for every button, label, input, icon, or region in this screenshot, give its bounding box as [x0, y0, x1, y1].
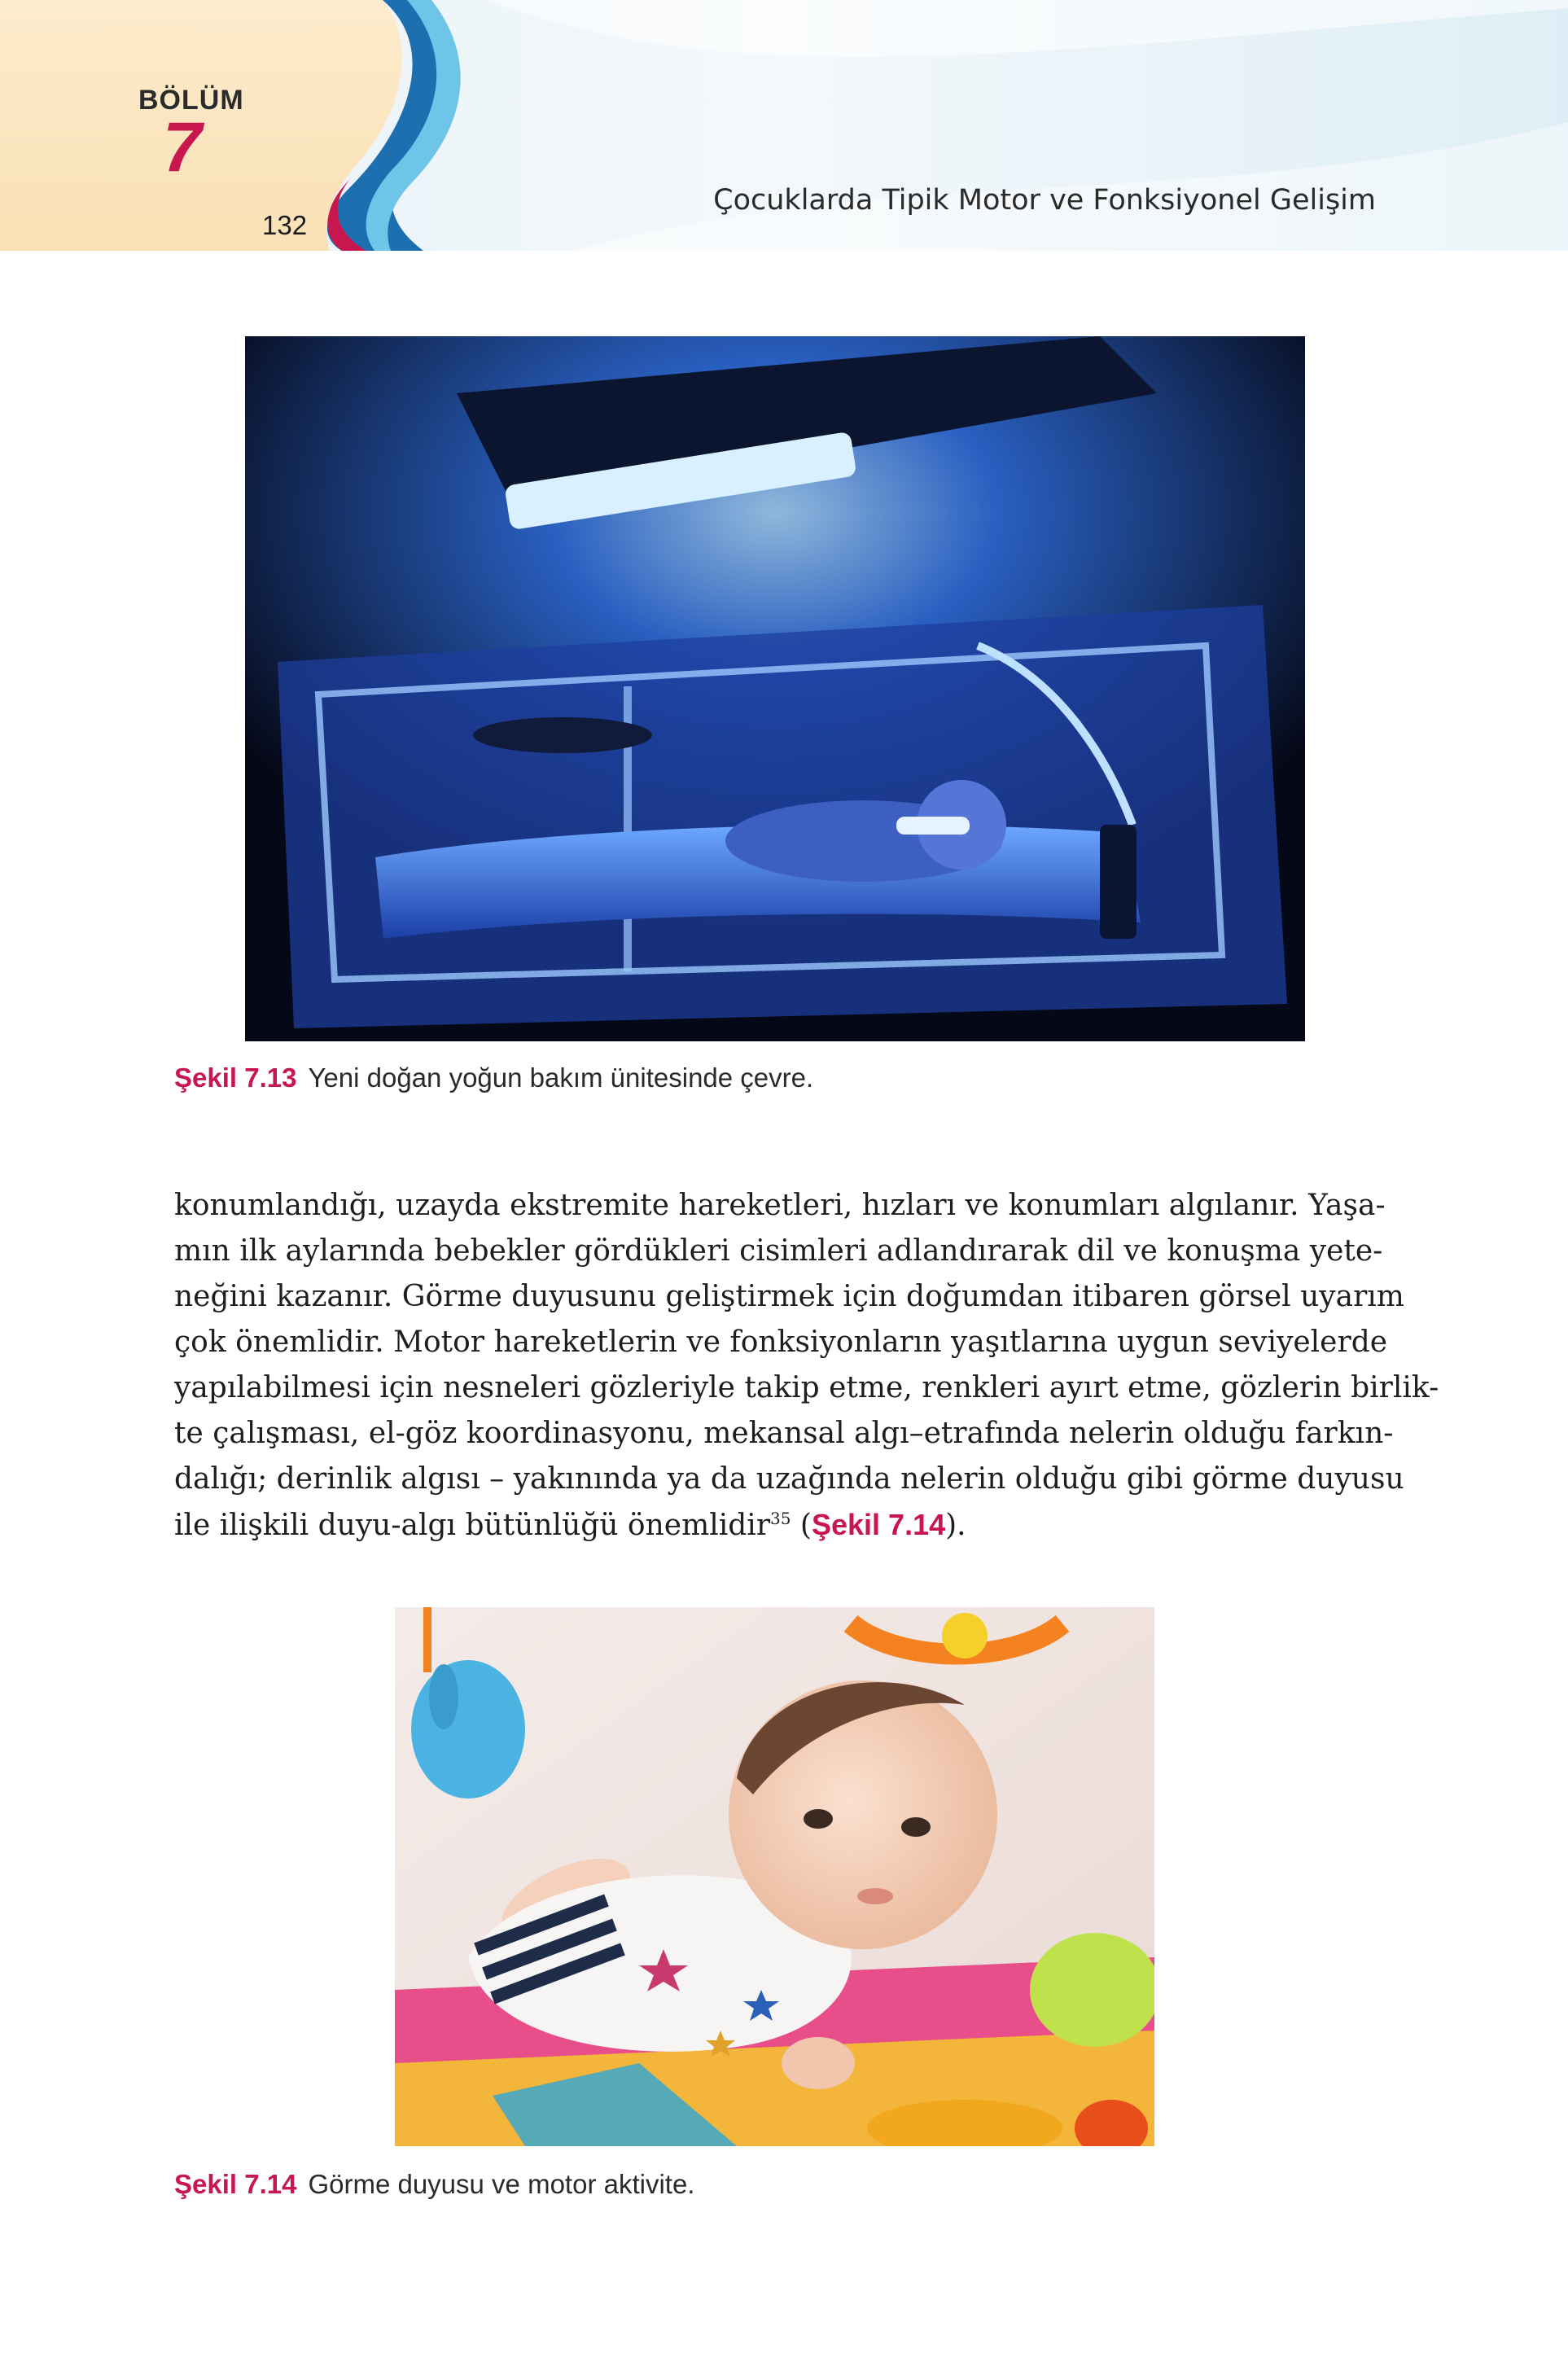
footnote-reference[interactable]: 35 — [770, 1509, 791, 1528]
page-header — [0, 0, 1568, 251]
body-line-last — [174, 1502, 1377, 1549]
body-line: neğini kazanır. Görme duyusunu geliştirmek için doğumdan itibaren görsel uyarım — [174, 1280, 1404, 1313]
figure-caption-text: Yeni doğan yoğun bakım ünitesinde çevre. — [308, 1063, 814, 1093]
open-paren: ( — [791, 1509, 812, 1542]
body-line: te çalışması, el-göz koordinasyonu, mekansal algı–etrafında nelerin olduğu farkın- — [174, 1417, 1394, 1450]
body-line: çok önemlidir. Motor hareketlerin ve fonksiyonların yaşıtlarına uygun seviyelerde — [174, 1325, 1388, 1359]
figure-caption — [174, 1063, 813, 1093]
figure-reference-link[interactable]: Şekil 7.14 — [811, 1508, 946, 1541]
body-paragraph — [174, 1183, 1439, 1549]
figure-caption — [174, 2169, 694, 2200]
running-title: Çocuklarda Tipik Motor ve Fonksiyonel Gelişim — [713, 184, 1376, 217]
body-line: konumlandığı, uzayda ekstremite hareketleri, hızları ve konumları algılanır. Yaşa- — [174, 1189, 1386, 1222]
body-line: dalığı; derinlik algısı – yakınında ya da uzağında nelerin olduğu gibi görme duyusu — [174, 1462, 1404, 1496]
body-line: mın ilk aylarında bebekler gördükleri cisimleri adlandırarak dil ve konuşma yete- — [174, 1234, 1383, 1268]
figure-incubator-photo — [245, 336, 1305, 1041]
chapter-number: 7 — [163, 108, 202, 186]
figure-caption-text: Görme duyusu ve motor aktivite. — [308, 2169, 695, 2199]
close-paren: ). — [945, 1509, 966, 1542]
body-line-text: ile ilişkili duyu-algı bütünlüğü önemlidir — [174, 1509, 771, 1542]
figure-number: Şekil 7.13 — [174, 1063, 297, 1093]
page-number: 132 — [262, 210, 308, 240]
chapter-label: BÖLÜM — [138, 85, 244, 116]
body-line: yapılabilmesi için nesneleri gözleriyle takip etme, renkleri ayırt etme, gözlerin birlik- — [174, 1371, 1439, 1404]
figure-baby-photo — [395, 1607, 1154, 2146]
figure-number: Şekil 7.14 — [174, 2169, 297, 2199]
